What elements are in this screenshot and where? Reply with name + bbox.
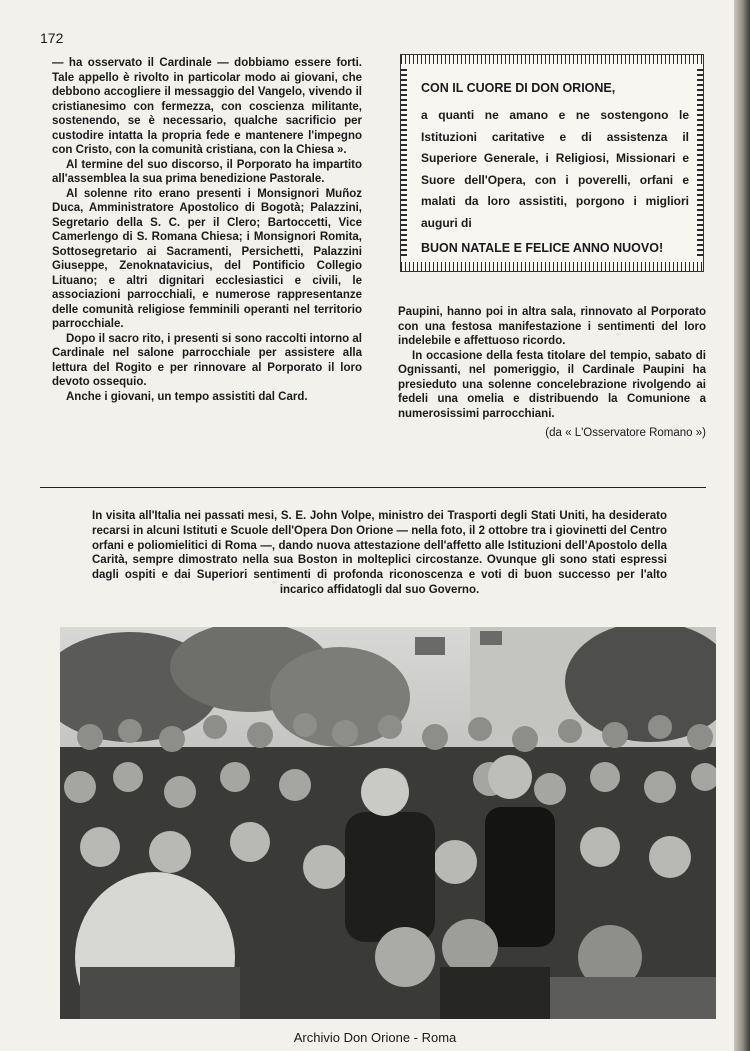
greeting-border-bottom <box>401 262 703 271</box>
archive-watermark: Archivio Don Orione - Roma <box>293 1030 457 1045</box>
article-paragraph: Al termine del suo discorso, il Porporato ha impartito all'assemblea la sua prima benedizione Pastorale. <box>52 158 362 185</box>
photo-caption: In visita all'Italia nei passati mesi, S. E. John Volpe, ministro dei Trasporti degli Stati Uniti, ha desiderato recarsi in alcuni Istituti e Scuole dell'Opera Don Orione — nella foto, il 2 ottobre tra i giovinetti del Centro orfani e poliomielitici di Roma —, dando nuova attestazione dell'affetto alle Istituzioni dell'Apostolo della Carità, sempre dimostrato nella sua Boston in molteplici circostanze. Ovunque gli sono stati espressi dagli ospiti e dai Superiori sentimenti di profonda riconoscenza e voti di buon successo per l'alto incarico affidatogli dal suo Governo. <box>92 510 667 596</box>
left-article-column <box>52 56 362 404</box>
greeting-body: a quanti ne amano e ne sostengono le Istituzioni caritative e di assistenza il Superiore Generale, i Religiosi, Missionari e Suore dell'Opera, con i poverelli, orfani e malati da loro assistiti, porgono i migliori auguri di <box>421 108 689 230</box>
greeting-border-top <box>401 55 703 64</box>
greeting-content <box>421 81 689 255</box>
book-binding-edge <box>734 0 750 1051</box>
article-paragraph: Al solenne rito erano presenti i Monsignori Muñoz Duca, Amministratore Apostolico di Bogotà; Palazzini, Segretario della S. C. per il Clero; Bartoccetti, Vice Camerlengo di S. Romana Chiesa; i Monsignori Romita, Sottosegretario ai Sacramenti, Persichetti, Palazzini Giuseppe, Zenoknatavicius, del Pontificio Collegio Lituano; e altri dignitari ecclesiastici e civili, le associazioni parrocchiali, e numerose rappresentanze delle comunità religiose femminili operanti nel territorio parrocchiale. <box>52 187 362 330</box>
article-paragraph: Dopo il sacro rito, i presenti si sono raccolti intorno al Cardinale nel salone parrocchiale per assistere alla lettura del Rogito e per rinnovare al Porporato il loro devoto ossequio. <box>52 332 362 388</box>
photo-illustration <box>60 627 716 1019</box>
section-divider <box>40 487 706 488</box>
greeting-heading: CON IL CUORE DI DON ORIONE, <box>421 81 616 95</box>
greeting-border-left <box>401 69 407 257</box>
article-paragraph: Anche i giovani, un tempo assistiti dal Card. <box>66 390 308 403</box>
greeting-border-right <box>697 69 703 257</box>
christmas-greeting-box <box>400 54 704 272</box>
page-number: 172 <box>40 30 64 46</box>
source-citation: (da « L'Osservatore Romano ») <box>545 427 706 439</box>
right-article-column <box>398 305 706 441</box>
article-paragraph: In occasione della festa titolare del tempio, sabato di Ognissanti, nel pomeriggio, il Cardinale Paupini ha presieduto una solenne concelebrazione rivolgendo ai fedeli una omelia e distribuendo la Comunione a numerosissimi parrocchiani. <box>398 349 706 420</box>
article-paragraph: Paupini, hanno poi in altra sala, rinnovato al Porporato con una festosa manifestazione i sentimenti del loro indelebile e affettuoso ricordo. <box>398 306 706 347</box>
article-paragraph: — ha osservato il Cardinale — dobbiamo essere forti. Tale appello è rivolto in particolar modo ai giovani, che debbono accogliere il messaggio del Vangelo, vivendo il cristianesimo con fermezza, con coscienza militante, sostenendo, se è necessario, qualche sacrificio per custodire intatta la propria fede e mantenere l'impegno con Cristo, con la comunità cristiana, con la Chiesa ». <box>52 57 362 156</box>
group-photograph <box>60 627 716 1019</box>
greeting-closing: BUON NATALE E FELICE ANNO NUOVO! <box>421 240 664 255</box>
